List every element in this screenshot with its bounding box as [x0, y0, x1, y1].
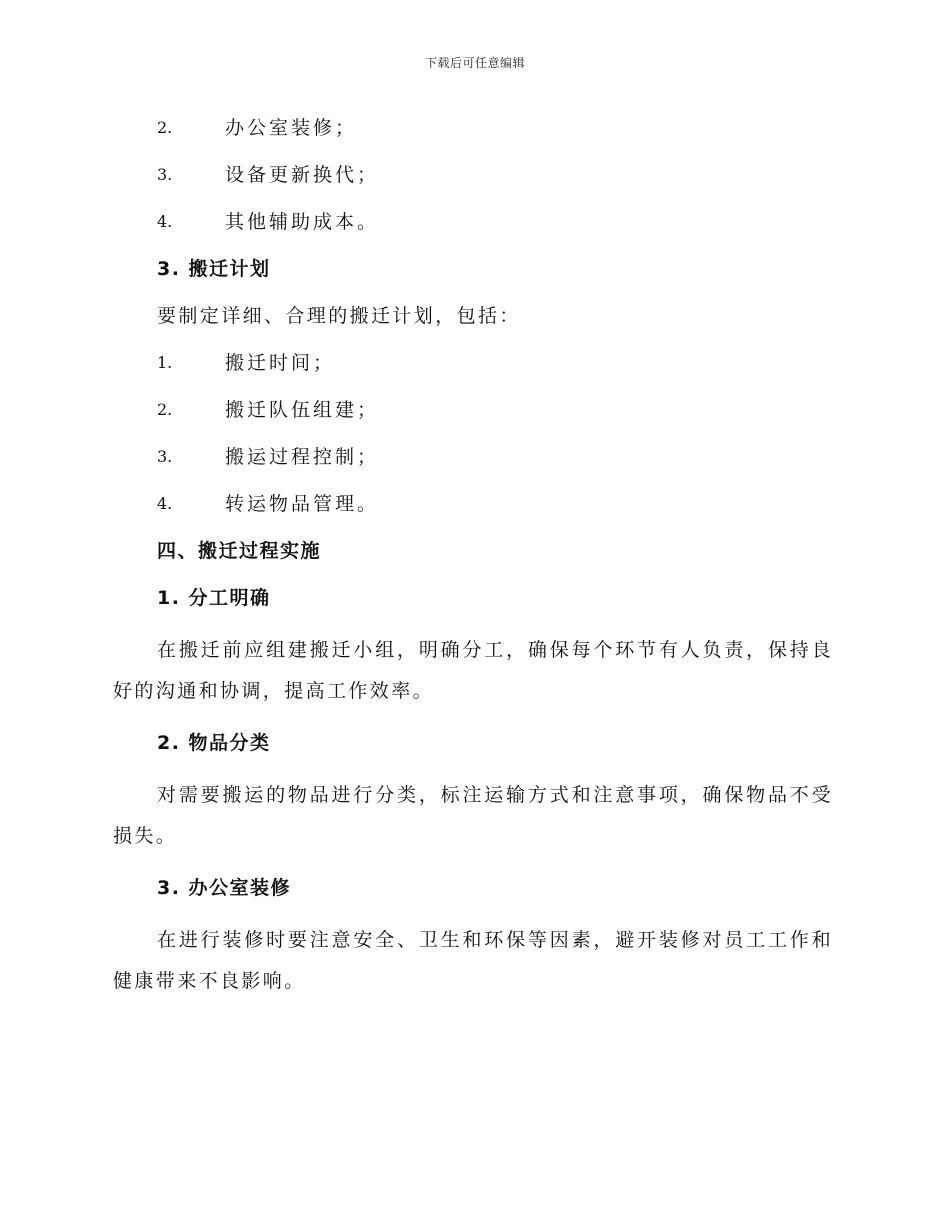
paragraph-office-renovation: 在进行装修时要注意安全、卫生和环保等因素，避开装修对员工工作和健康带来不良影响。 — [113, 929, 833, 992]
list-item-text: 办公室装修； — [225, 117, 358, 139]
list-item-text: 设备更新换代； — [225, 164, 380, 186]
page-header: 下载后可任意编辑 — [424, 56, 525, 70]
list-item-number: 4. — [157, 494, 173, 513]
subsection-heading-item-classification: 2. 物品分类 — [157, 732, 271, 754]
paragraph-item-classification: 对需要搬运的物品进行分类，标注运输方式和注意事项，确保物品不受损失。 — [113, 784, 833, 847]
list-item — [113, 489, 833, 519]
list-item-number: 4. — [157, 212, 173, 231]
list-item-number: 1. — [157, 353, 173, 372]
list-item — [113, 207, 833, 237]
list-item — [113, 348, 833, 378]
list-item — [113, 113, 833, 143]
list-item — [113, 442, 833, 472]
subsection-heading-division-of-labor: 1. 分工明确 — [157, 587, 271, 609]
list-item-text: 搬迁时间； — [225, 352, 336, 374]
list-item-text: 转运物品管理。 — [225, 493, 380, 515]
list-item — [113, 160, 833, 190]
paragraph-division-of-labor: 在搬迁前应组建搬迁小组，明确分工，确保每个环节有人负责，保持良好的沟通和协调，提高工作效率。 — [113, 639, 833, 702]
list-item-number: 2. — [157, 118, 173, 137]
list-item-text: 搬运过程控制； — [225, 446, 380, 468]
section-heading-relocation-plan: 3. 搬迁计划 — [157, 258, 271, 280]
list-item-text: 其他辅助成本。 — [225, 211, 380, 233]
list-item-number: 3. — [157, 165, 173, 184]
list-item — [113, 395, 833, 425]
list-item-number: 2. — [157, 400, 173, 419]
part-heading-implementation: 四、搬迁过程实施 — [157, 540, 322, 562]
list-item-text: 搬迁队伍组建； — [225, 399, 380, 421]
subsection-heading-office-renovation: 3. 办公室装修 — [157, 877, 292, 899]
list-item-number: 3. — [157, 447, 173, 466]
document-body — [113, 113, 833, 1018]
section-intro: 要制定详细、合理的搬迁计划，包括： — [157, 305, 521, 327]
